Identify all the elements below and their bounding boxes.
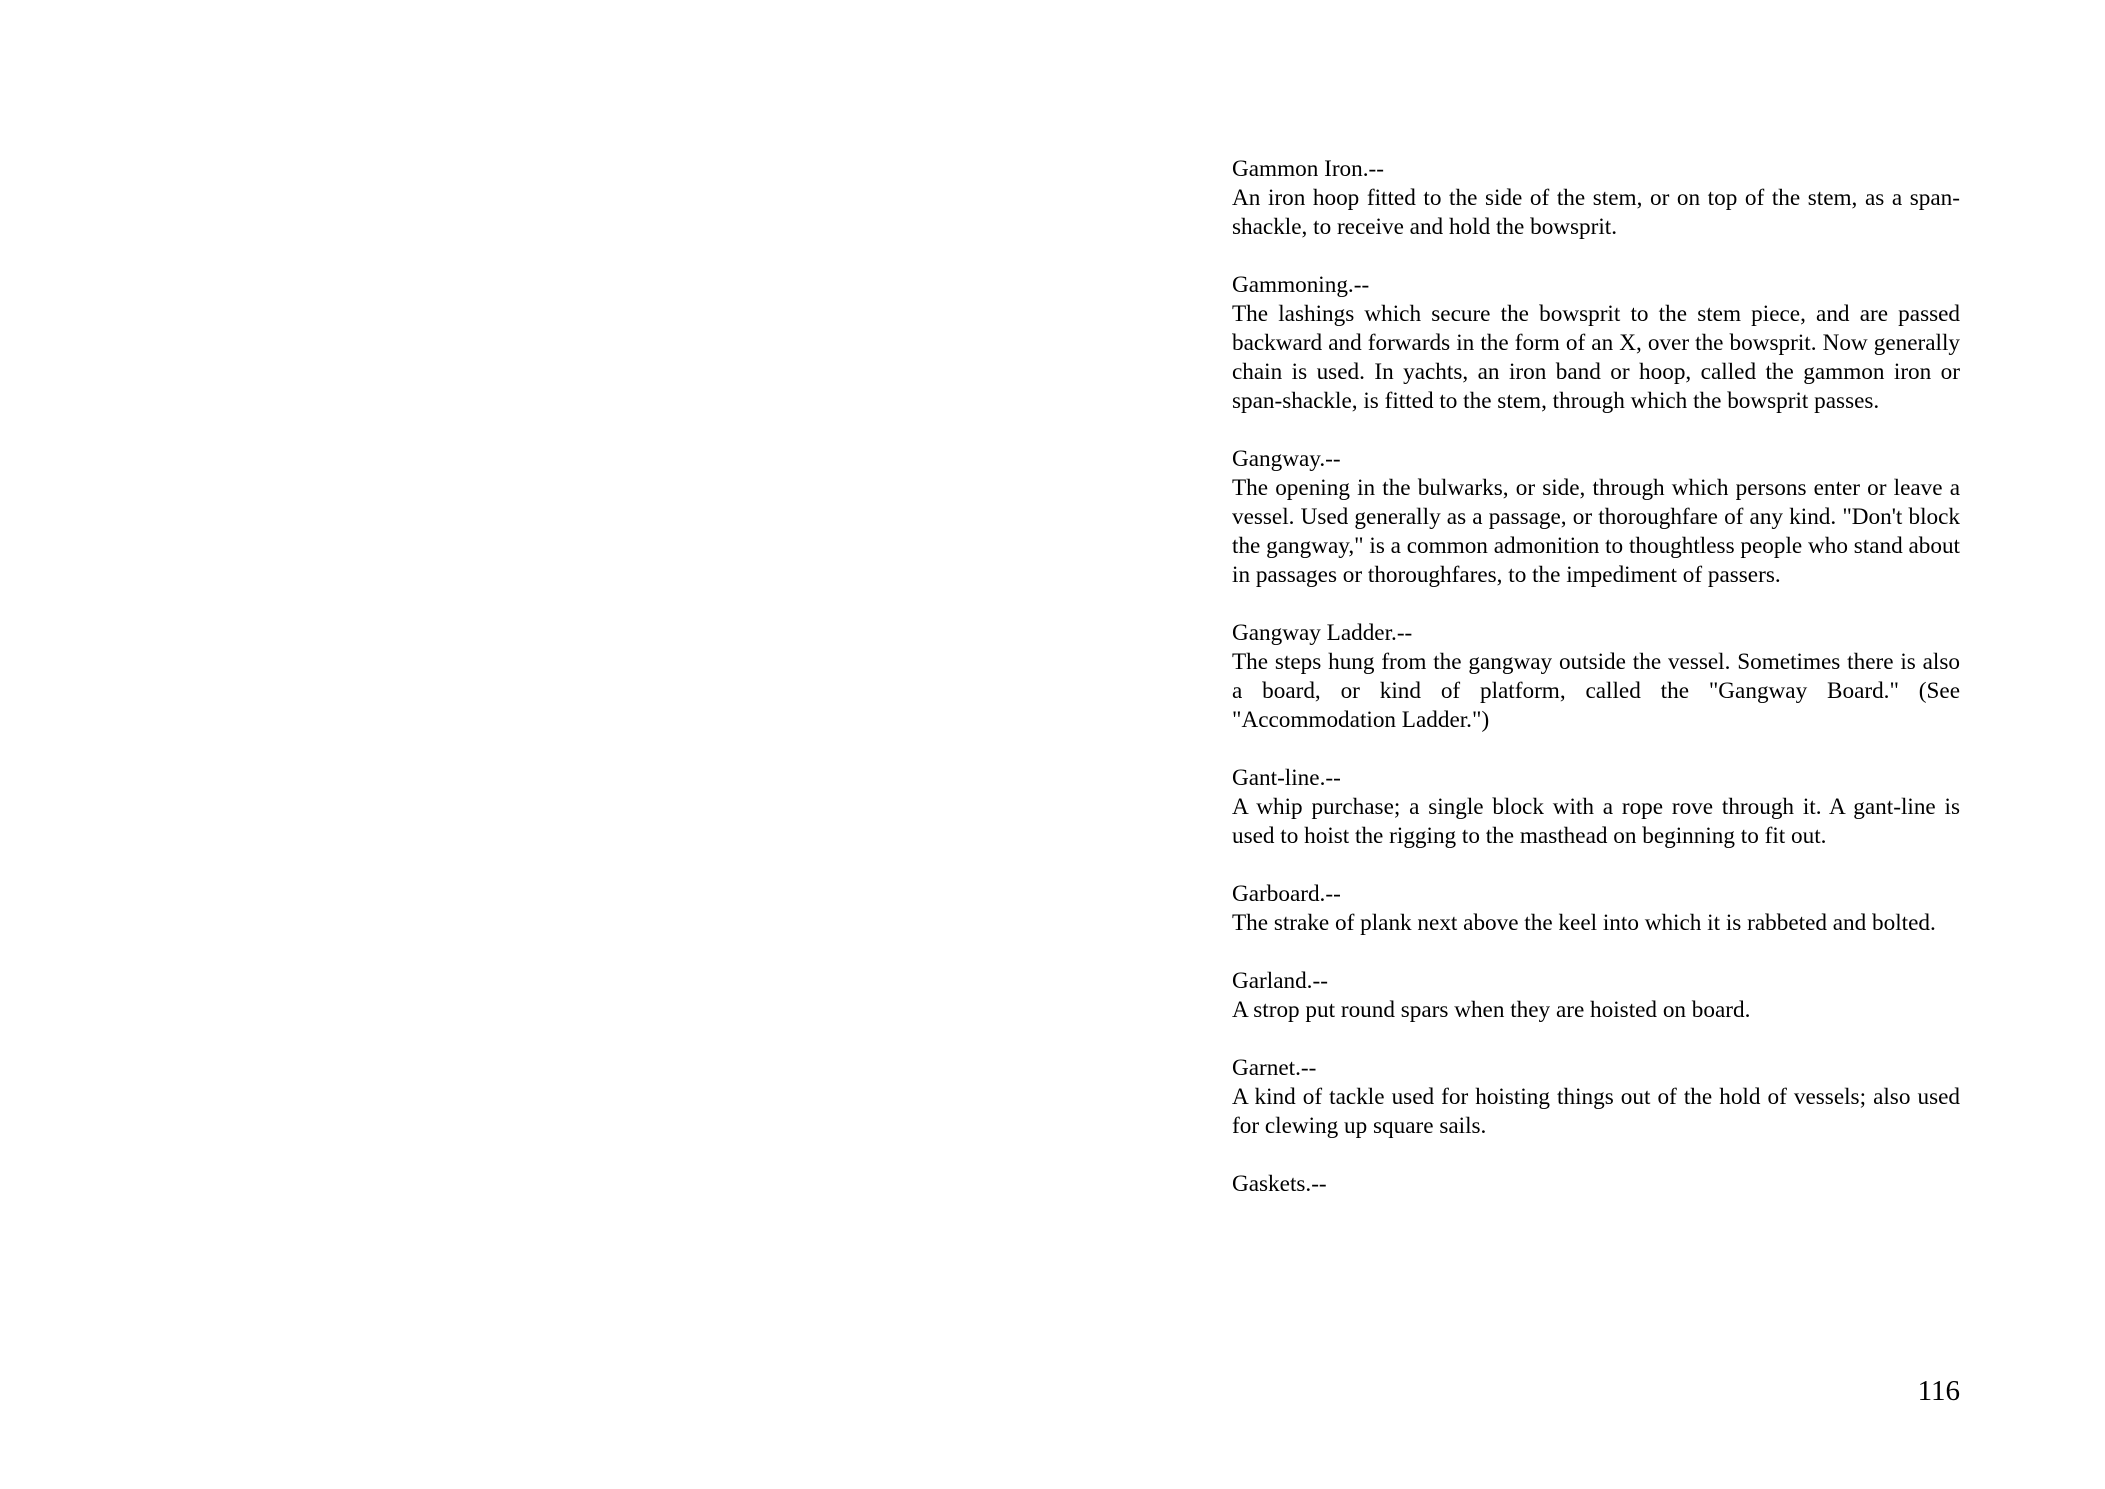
glossary-entry (1232, 967, 1960, 1025)
entry-term: Gangway Ladder.-- (1232, 620, 1413, 646)
glossary-column (1232, 155, 1960, 1228)
entry-term: Gammon Iron.-- (1232, 156, 1384, 182)
entry-term: Gangway.-- (1232, 446, 1341, 472)
glossary-entry (1232, 764, 1960, 851)
entry-term: Gaskets.-- (1232, 1171, 1327, 1197)
entry-term: Gant-line.-- (1232, 765, 1341, 791)
entry-term: Garnet.-- (1232, 1055, 1317, 1081)
glossary-entry (1232, 155, 1960, 242)
entry-definition: The steps hung from the gangway outside the vessel. Sometimes there is also a board, or kind of platform, called the "Gangway Board." (See "Accommodation Ladder.") (1232, 649, 1960, 733)
blank-left-page (0, 0, 1052, 1489)
glossary-entry (1232, 880, 1960, 938)
entry-definition: A kind of tackle used for hoisting things out of the hold of vessels; also used for clewing up square sails. (1232, 1084, 1960, 1139)
page-number: 116 (1917, 1375, 1960, 1407)
entry-definition: A strop put round spars when they are hoisted on board. (1232, 997, 1751, 1023)
entry-definition: A whip purchase; a single block with a rope rove through it. A gant-line is used to hoist the rigging to the masthead on beginning to fit out. (1232, 794, 1960, 849)
entry-term: Garboard.-- (1232, 881, 1341, 907)
entry-definition: The opening in the bulwarks, or side, through which persons enter or leave a vessel. Used generally as a passage, or thoroughfare of any kind. "Don't block the gangway," is a common admonition to thoughtless people who stand about in passages or thoroughfares, to the impediment of passers. (1232, 475, 1960, 588)
entry-term: Gammoning.-- (1232, 272, 1370, 298)
entry-definition: The strake of plank next above the keel into which it is rabbeted and bolted. (1232, 910, 1936, 936)
entry-definition: An iron hoop fitted to the side of the stem, or on top of the stem, as a span-shackle, to receive and hold the bowsprit. (1232, 185, 1960, 240)
glossary-entry (1232, 1170, 1960, 1199)
glossary-entry (1232, 271, 1960, 416)
glossary-entry (1232, 1054, 1960, 1141)
glossary-entry (1232, 445, 1960, 590)
glossary-entry (1232, 619, 1960, 735)
entry-term: Garland.-- (1232, 968, 1328, 994)
entry-definition: The lashings which secure the bowsprit to the stem piece, and are passed backward and forwards in the form of an X, over the bowsprit. Now generally chain is used. In yachts, an iron band or hoop, called the gammon iron or span-shackle, is fitted to the stem, through which the bowsprit passes. (1232, 301, 1960, 414)
